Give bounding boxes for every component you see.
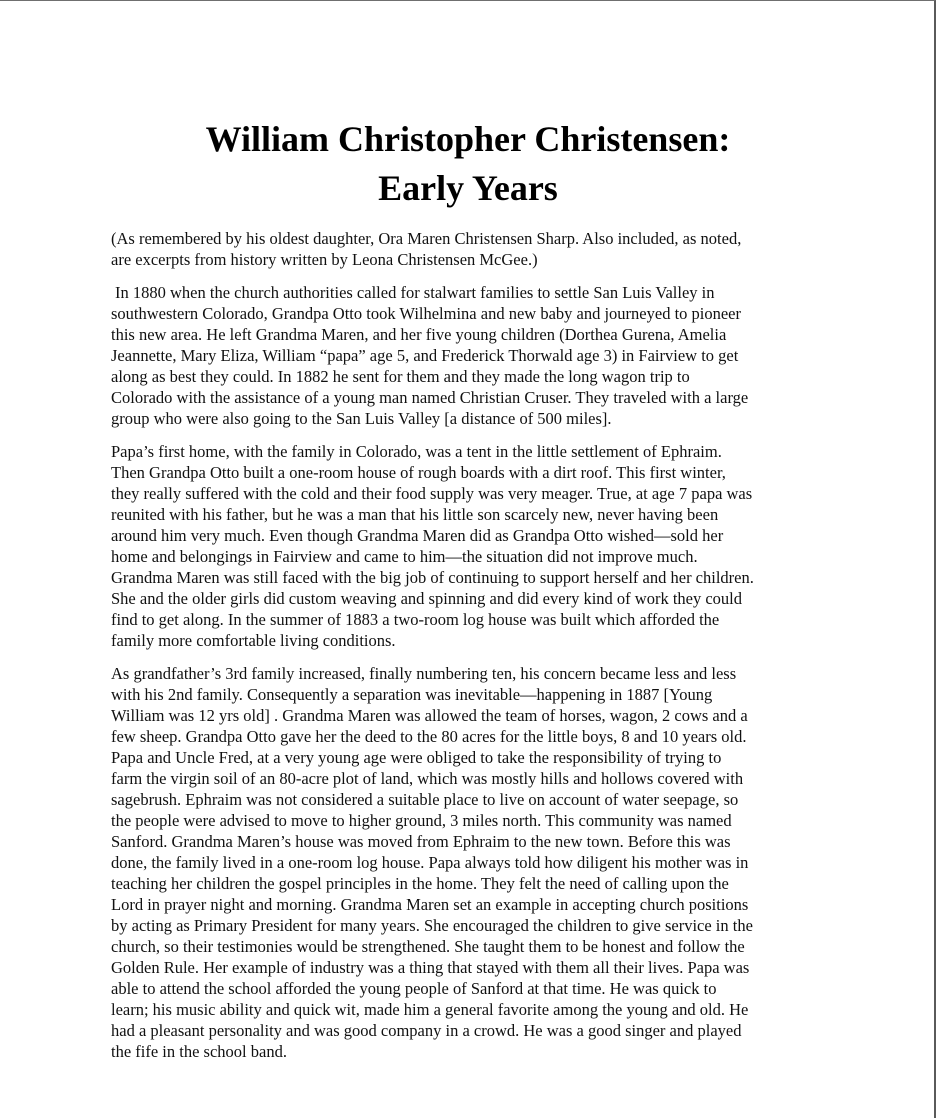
text-line: group who were also going to the San Luis Valley [a distance of 500 miles]. <box>111 409 612 428</box>
text-line: William was 12 yrs old] . Grandma Maren was allowed the team of horses, wagon, 2 cows and a <box>111 706 748 725</box>
text-line: by acting as Primary President for many years. She encouraged the children to give service in the <box>111 916 753 935</box>
text-line: with his 2nd family. Consequently a separation was inevitable—happening in 1887 [Young <box>111 685 713 704</box>
text-line: family more comfortable living conditions. <box>111 631 396 650</box>
text-line: Lord in prayer night and morning. Grandma Maren set an example in accepting church positions <box>111 895 749 914</box>
text-line: Papa’s first home, with the family in Colorado, was a tent in the little settlement of Ephraim. <box>111 442 722 461</box>
text-line: Golden Rule. Her example of industry was a thing that stayed with them all their lives. Papa was <box>111 958 750 977</box>
text-line: the fife in the school band. <box>111 1042 287 1061</box>
page-title <box>0 115 936 213</box>
text-line: Grandma Maren was still faced with the big job of continuing to support herself and her children. <box>111 568 754 587</box>
text-line: Sanford. Grandma Maren’s house was moved from Ephraim to the new town. Before this was <box>111 832 731 851</box>
text-line: Then Grandpa Otto built a one-room house of rough boards with a dirt roof. This first winter, <box>111 463 726 482</box>
body-paragraph <box>111 441 831 651</box>
intro-paragraph <box>111 228 831 270</box>
text-line: farm the virgin soil of an 80-acre plot of land, which was mostly hills and hollows covered with <box>111 769 744 788</box>
text-line: teaching her children the gospel principles in the home. They felt the need of calling upon the <box>111 874 729 893</box>
text-line: few sheep. Grandpa Otto gave her the deed to the 80 acres for the little boys, 8 and 10 years old. <box>111 727 747 746</box>
text-line: they really suffered with the cold and their food supply was very meager. True, at age 7 papa was <box>111 484 753 503</box>
text-line: Jeannette, Mary Eliza, William “papa” age 5, and Frederick Thorwald age 3) in Fairview to get <box>111 346 739 365</box>
text-line: able to attend the school afforded the young people of Sanford at that time. He was quick to <box>111 979 717 998</box>
text-line: around him very much. Even though Grandma Maren did as Grandpa Otto wished—sold her <box>111 526 724 545</box>
text-line: As grandfather’s 3rd family increased, finally numbering ten, his concern became less and less <box>111 664 737 683</box>
text-line: Colorado with the assistance of a young man named Christian Cruser. They traveled with a large <box>111 388 749 407</box>
text-line: sagebrush. Ephraim was not considered a suitable place to live on account of water seepage, so <box>111 790 739 809</box>
text-line: are excerpts from history written by Leona Christensen McGee.) <box>111 250 538 269</box>
body-paragraph <box>111 282 831 429</box>
text-line: the people were advised to move to higher ground, 3 miles north. This community was named <box>111 811 732 830</box>
text-line: In 1880 when the church authorities called for stalwart families to settle San Luis Valley in <box>115 283 715 302</box>
body-paragraph <box>111 663 831 1062</box>
text-line: done, the family lived in a one-room log house. Papa always told how diligent his mother was in <box>111 853 749 872</box>
title-line: Early Years <box>378 168 558 208</box>
text-line: southwestern Colorado, Grandpa Otto took Wilhelmina and new baby and journeyed to pioneer <box>111 304 742 323</box>
text-line: (As remembered by his oldest daughter, Ora Maren Christensen Sharp. Also included, as noted, <box>111 229 742 248</box>
text-line: learn; his music ability and quick wit, made him a general favorite among the young and old. He <box>111 1000 749 1019</box>
title-line: William Christopher Christensen: <box>205 119 731 159</box>
text-line: had a pleasant personality and was good company in a crowd. He was a good singer and played <box>111 1021 742 1040</box>
text-line: She and the older girls did custom weaving and spinning and did every kind of work they could <box>111 589 743 608</box>
document-body <box>111 228 831 1074</box>
text-line: along as best they could. In 1882 he sent for them and they made the long wagon trip to <box>111 367 690 386</box>
text-line: this new area. He left Grandma Maren, and her five young children (Dorthea Gurena, Amelia <box>111 325 727 344</box>
text-line: find to get along. In the summer of 1883 a two-room log house was built which afforded the <box>111 610 720 629</box>
text-line: home and belongings in Fairview and came to him—the situation did not improve much. <box>111 547 698 566</box>
text-line: Papa and Uncle Fred, at a very young age were obliged to take the responsibility of trying to <box>111 748 722 767</box>
text-line: church, so their testimonies would be strengthened. She taught them to be honest and follow the <box>111 937 745 956</box>
text-line: reunited with his father, but he was a man that his little son scarcely new, never having been <box>111 505 719 524</box>
